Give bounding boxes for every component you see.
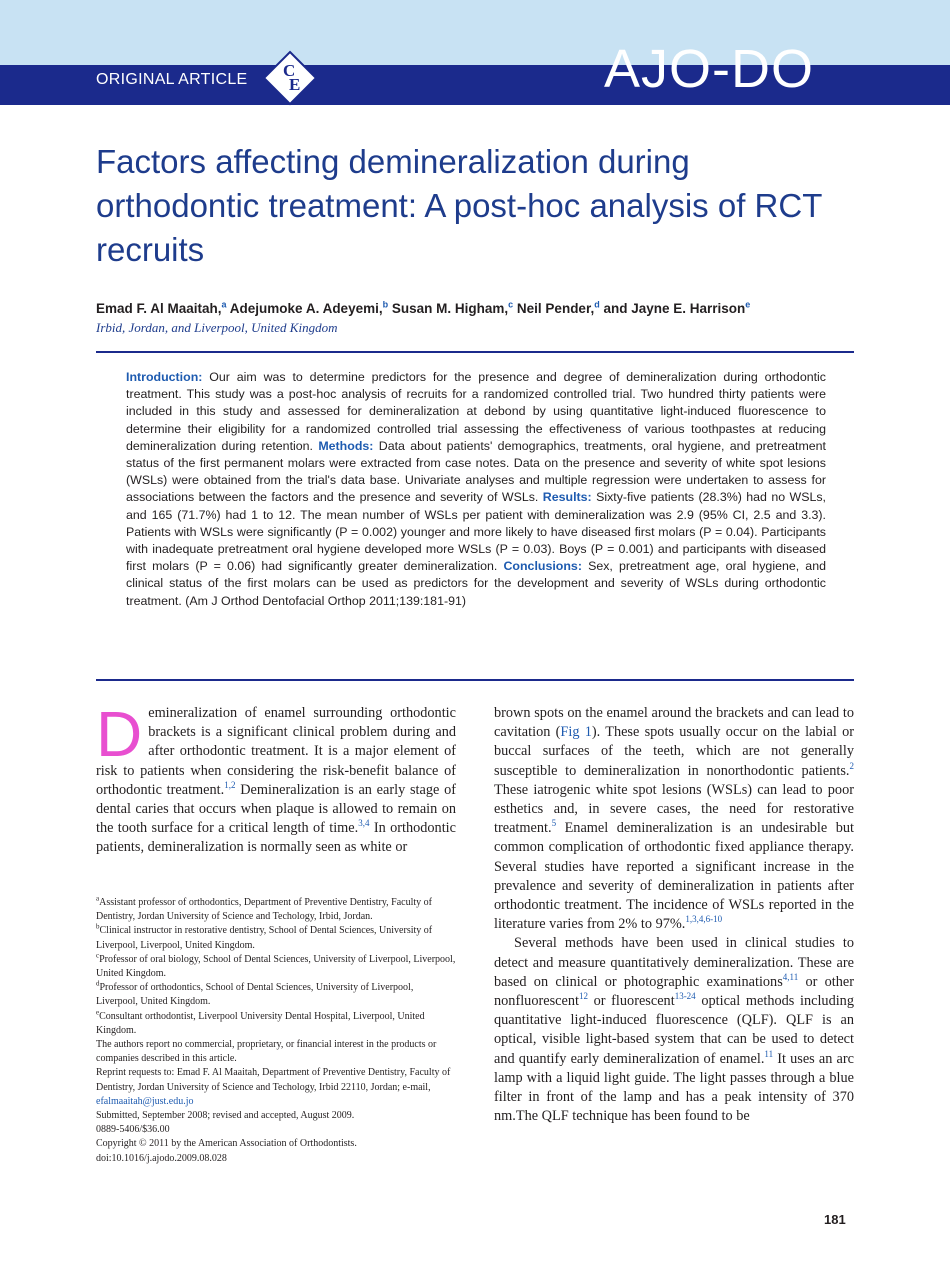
body-column-left: [96, 698, 457, 858]
ce-badge-icon: [262, 50, 318, 106]
citation: 11: [764, 1048, 774, 1059]
disclosure: The authors report no commercial, proprietary, or financial interest in the products or companies described in this article.: [96, 1039, 437, 1065]
body-paragraph: brown spots on the enamel around the brackets and can lead to cavitation (Fig 1). These spots usually occur on the labial or buccal surfaces of the teeth, which are not generally susceptible to demineralization in nonorthodontic patients.$^2$ These iatrogenic white spot lesions (WSLs) can lead to poor esthetics and, in severe cases, the need for restorative treatment.$^5$ Enamel demineralization is an undesirable but common complication of orthodontic fixed appliance therapy. Several studies have reported a significant increase in the prevalence and severity of demineralization in patients after orthodontic treatment. The incidence of WSLs reported in the literature varies from 2% to 97%.$^{1,3,4,6-10}$: [494, 705, 854, 933]
copyright: Copyright © 2011 by the American Association of Orthodontists.: [96, 1138, 357, 1150]
author: Adejumoke A. Adeyemi,: [229, 301, 383, 316]
figure-link[interactable]: Fig 1: [560, 724, 592, 741]
affiliation: Irbid, Jordan, and Liverpool, United Kingdom: [96, 320, 338, 335]
citation: 1,2: [224, 780, 236, 791]
footnote: $^b$Clinical instructor in restorative dentistry, School of Dental Sciences, University of Liverpool, Liverpool, United Kingdom.: [96, 923, 433, 951]
article-type: ORIGINAL ARTICLE: [96, 71, 248, 88]
badge-letter-c: C: [283, 61, 296, 80]
author: Susan M. Higham,: [391, 301, 509, 316]
author-mark: e: [745, 299, 751, 310]
footnote: $^e$Consultant orthodontist, Liverpool University Dental Hospital, Liverpool, United Kingdom.: [96, 1008, 425, 1036]
drop-cap: D: [96, 698, 143, 770]
footnote: $^c$Professor of oral biology, School of Dental Sciences, University of Liverpool, Liverpool, United Kingdom.: [96, 951, 456, 980]
author-mark: b: [382, 299, 389, 310]
divider-bottom: [96, 679, 854, 681]
reprint-requests: Reprint requests to: Emad F. Al Maaitah, Department of Preventive Dentistry, Faculty of Dentistry, Jordan University of Science and Techology, Irbid 22110, Jordan; e-mail, efalmaaitah@just.edu.jo: [96, 1067, 451, 1107]
abstract-heading-results: Results:: [542, 490, 592, 505]
abstract-methods: Data about patients' demographics, treatments, oral hygiene, and pretreatment status of the first permanent molars were extracted from case notes. Data on the presence and severity of white spot lesions (WSLs) were obtained from the trial's data base. Univariate analyses and multiple regression were undertaken to assess for associations between the factors and the presence and severity of WSLs.: [126, 438, 827, 505]
body-paragraph: Several methods have been used in clinical studies to detect and measure quantitatively demineralization. These are based on clinical or photographic examinations$^{4,11}$ or other nonfluorescent$^{12}$ or fluorescent$^{13-24}$ optical methods including quantitative light-induced fluorescence (QLF). QLF is an optical, visible light-based system that can be used to detect and quantify early demineralization of enamel.$^{11}$ It uses an arc lamp with a liquid light guide. The light passes through a blue filter in front of the lamp and has a peak intensity of 370 nm.The QLF technique has been found to be: [494, 935, 854, 1125]
citation: 3,4: [358, 818, 370, 829]
footnote: $^d$Professor of orthodontics, School of Dental Sciences, University of Liverpool, Liverpool, United Kingdom.: [96, 979, 414, 1008]
footnote: $^a$Assistant professor of orthodontics, Department of Preventive Dentistry, Faculty of Dentistry, Jordan University of Science and Techology, Irbid, Jordan.: [96, 894, 433, 923]
abstract-conclusions: Sex, pretreatment age, oral hygiene, and clinical status of the first molars can be used as predictors for the development and severity of WSLs during orthodontic treatment. (Am J Orthod Dentofacial Orthop 2011;139:181-91): [126, 559, 826, 608]
citation: 12: [578, 991, 588, 1002]
citation: 1,3,4,6-10: [685, 914, 723, 925]
author-list: [96, 300, 750, 318]
citation: 13-24: [674, 991, 696, 1002]
abstract-heading-introduction: Introduction:: [126, 370, 203, 384]
citation: 4,11: [782, 972, 799, 983]
citation: 5: [551, 818, 557, 829]
body-column-right: [494, 704, 854, 1126]
body-paragraph: Demineralization of enamel surrounding orthodontic brackets is a significant clinical problem during and after orthodontic treatment. It is a major element of risk to patients when considering the risk-benefit balance of orthodontic treatment.$^{1,2}$ Demineralization is an early stage of dental caries that occurs when plaque is allowed to remain on the tooth surface for a critical length of time.$^{3,4}$ In orthodontic patients, demineralization is normally seen as white or: [96, 698, 457, 856]
page-number: 181: [824, 1212, 846, 1227]
issn: 0889-5406/$36.00: [96, 1124, 170, 1136]
abstract-heading-conclusions: Conclusions:: [503, 559, 582, 574]
abstract: [126, 369, 826, 610]
abstract-results: Sixty-five patients (28.3%) had no WSLs, and 165 (71.7%) had 1 to 12. The mean number of WSLs per patient with demineralization was 2.9 (95% CI, 2.5 and 3.3). Patients with WSLs were significantly (P = 0.002) younger and more likely to have diseased first molars (P = 0.04). Participants with inadequate pretreatment oral hygiene developed more WSLs (P = 0.03). Boys (P = 0.001) and participants with diseased first molars (P = 0.06) had significantly greater demineralization.: [126, 490, 826, 574]
article-title: Factors affecting demineralization during orthodontic treatment: A post-hoc analysis of RCT recruits: [96, 143, 822, 268]
author-mark: a: [221, 299, 227, 310]
footnotes: [96, 896, 456, 1166]
abstract-heading-methods: Methods:: [318, 438, 374, 453]
submitted: Submitted, September 2008; revised and accepted, August 2009.: [96, 1110, 355, 1122]
abstract-introduction: Our aim was to determine predictors for the presence and degree of demineralization during orthodontic treatment. This study was a post-hoc analysis of recruits for a randomized controlled trial. Two hundred thirty patients were included in this study and assessed for demineralization at debond by using quantitative light-induced fluorescence to determine their eligibility for a randomized controlled trial assessing the effectiveness of various toothpastes at reducing demineralization during retention.: [126, 370, 826, 453]
author: and Jayne E. Harrison: [603, 301, 746, 316]
author: Neil Pender,: [516, 301, 595, 316]
citation: 2: [849, 760, 854, 771]
author-mark: d: [594, 299, 600, 310]
journal-logo: AJO-DO: [604, 39, 815, 99]
email-link[interactable]: efalmaaitah@just.edu.jo: [96, 1095, 194, 1107]
doi: doi:10.1016/j.ajodo.2009.08.028: [96, 1152, 227, 1164]
divider-top: [96, 351, 854, 353]
badge-letter-e: E: [289, 75, 301, 94]
author: Emad F. Al Maaitah,: [96, 301, 222, 316]
author-mark: c: [508, 299, 514, 310]
